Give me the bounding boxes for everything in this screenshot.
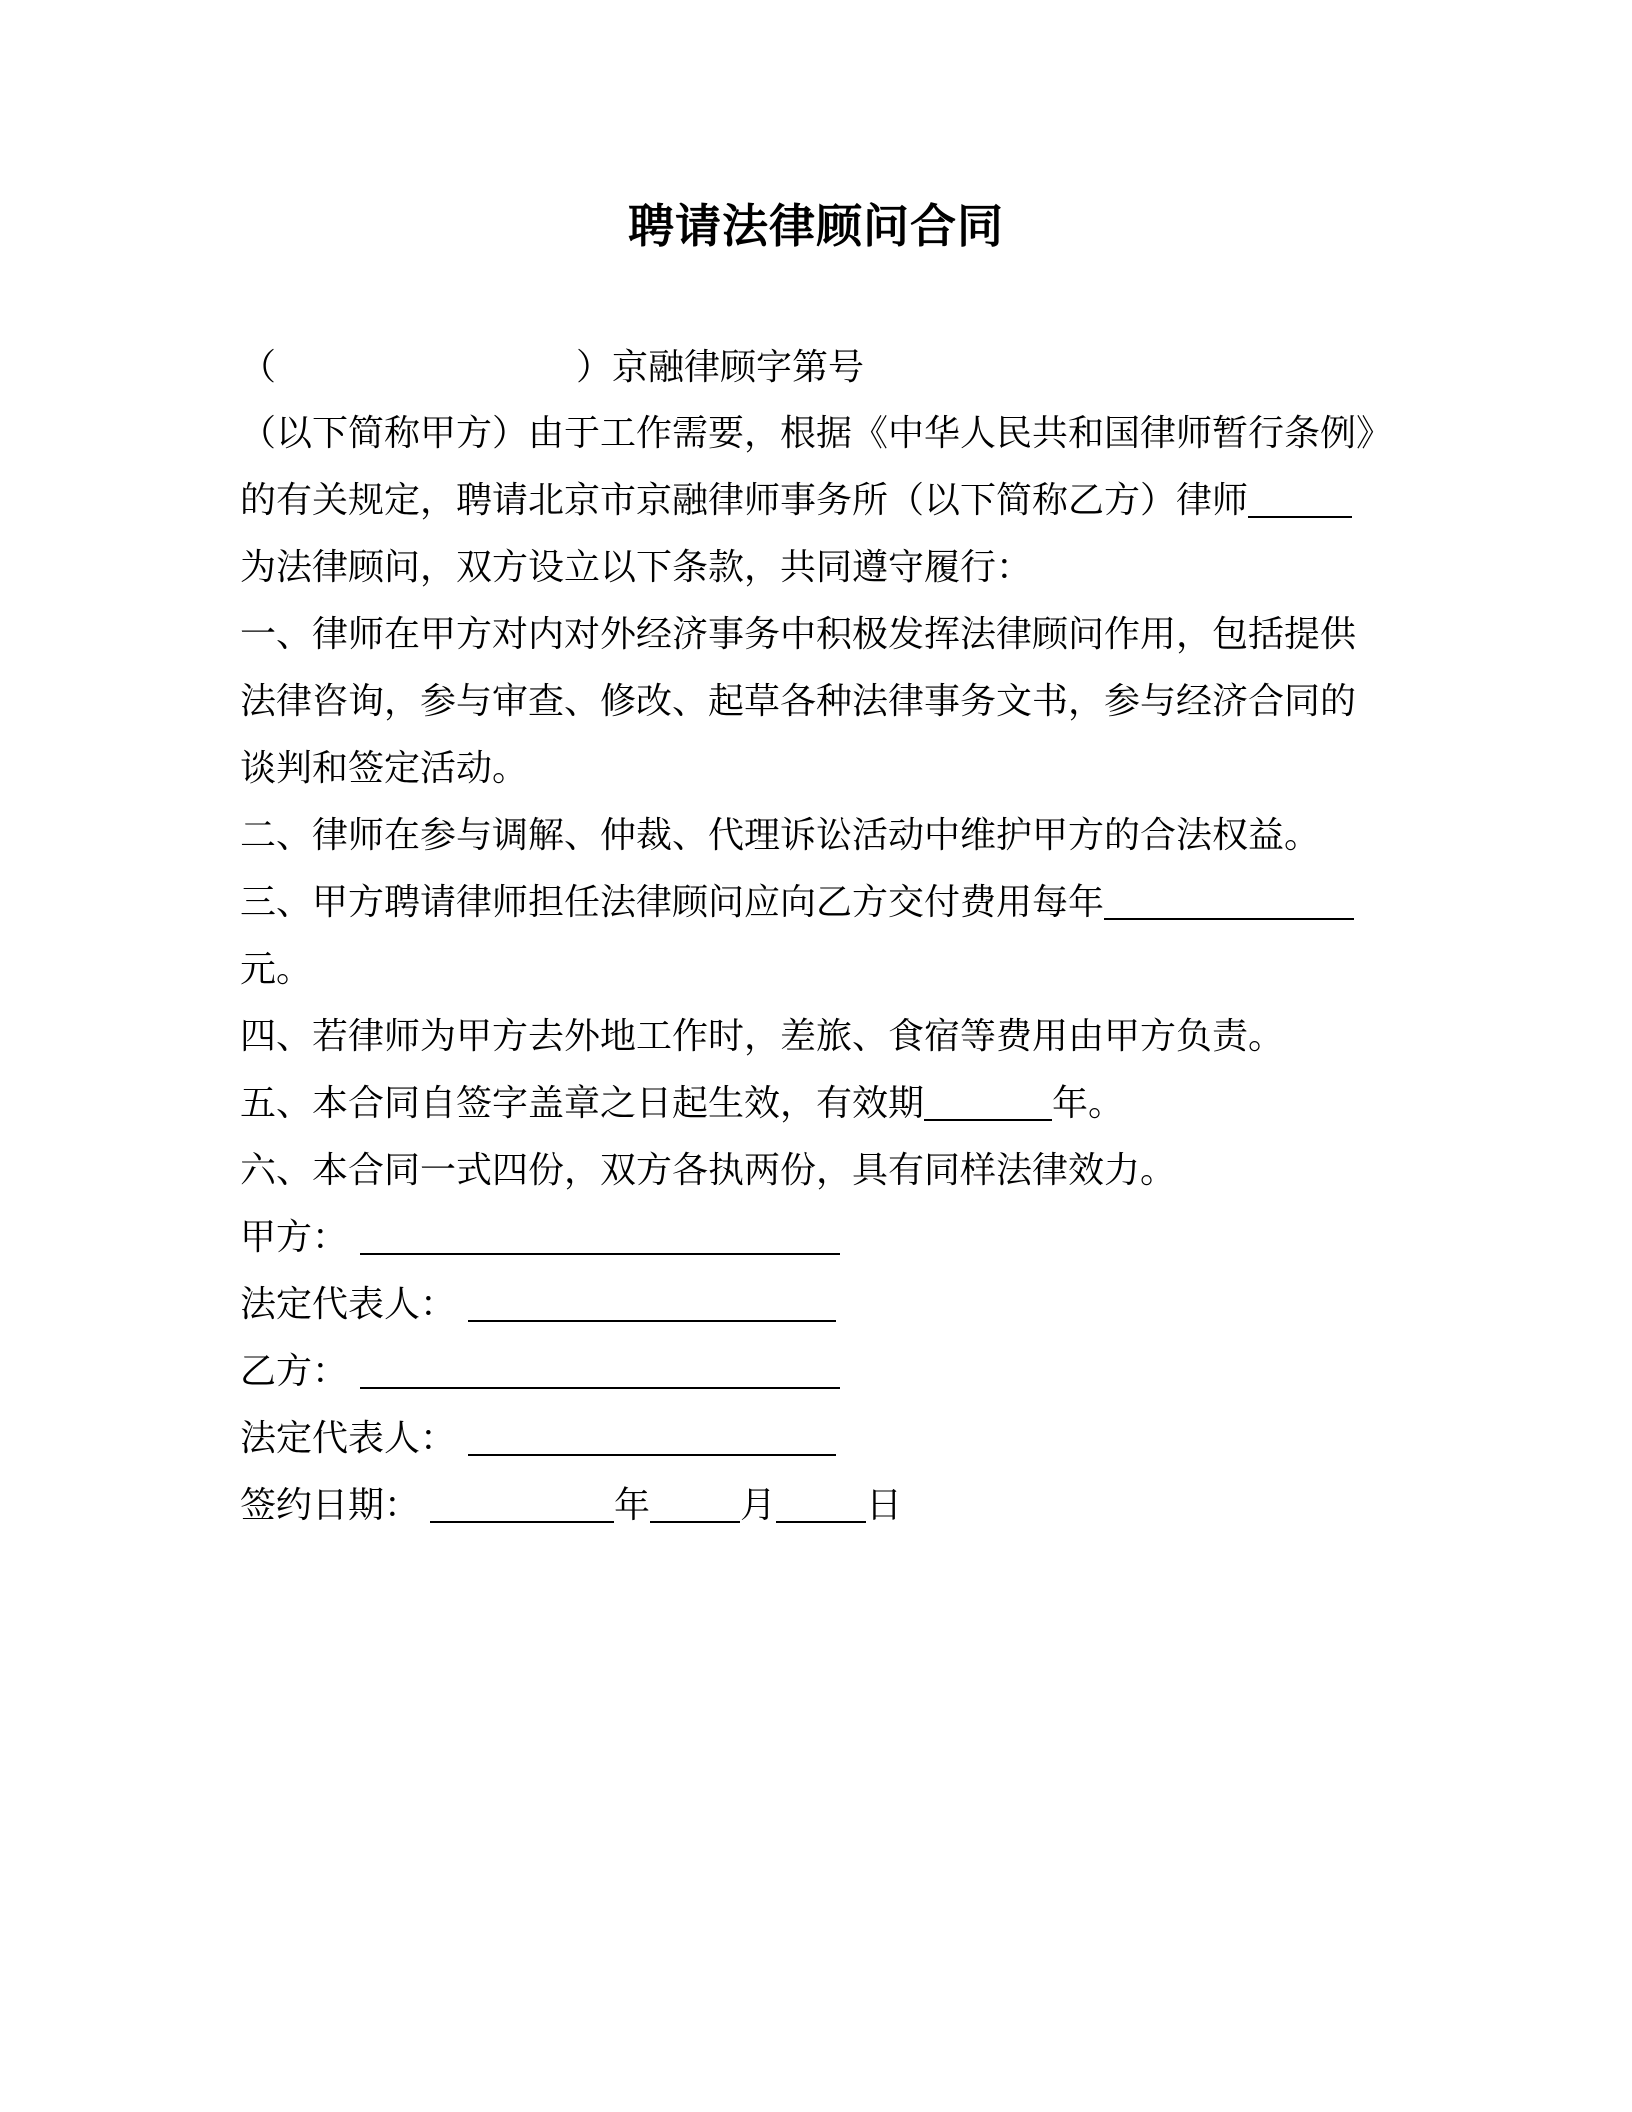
party-a-blank[interactable] [360, 1217, 840, 1255]
body-line-3: 为法律顾问，双方设立以下条款，共同遵守履行： [240, 547, 1033, 588]
clause-3-line-2: 元。 [240, 949, 313, 990]
lawyer-name-blank[interactable] [1248, 480, 1352, 518]
party-b-line [240, 1348, 840, 1396]
clause-2: 二、律师在参与调解、仲裁、代理诉讼活动中维护甲方的合法权益。 [240, 815, 1321, 856]
clause-4: 四、若律师为甲方去外地工作时，差旅、食宿等费用由甲方负责。 [240, 1016, 1285, 1057]
party-a-line [240, 1214, 840, 1262]
rep-a-blank[interactable] [468, 1284, 836, 1322]
year-label: 年 [614, 1485, 651, 1526]
sign-date-line [240, 1482, 902, 1530]
sign-date-label: 签约日期： [240, 1485, 421, 1526]
clause-5-text: 五、本合同自签字盖章之日起生效，有效期 [240, 1083, 925, 1124]
validity-years-blank[interactable] [924, 1083, 1052, 1121]
contract-title: 聘请法律顾问合同 [628, 199, 1004, 253]
annual-fee-blank[interactable] [1104, 882, 1354, 920]
sign-year-blank[interactable] [430, 1485, 614, 1523]
month-label: 月 [740, 1485, 777, 1526]
clause-1-line-2: 法律咨询，参与审查、修改、起草各种法律事务文书，参与经济合同的 [240, 681, 1357, 722]
ref-open-paren: （ [240, 347, 277, 388]
rep-b-blank[interactable] [468, 1418, 836, 1456]
body-line-2 [240, 477, 1352, 525]
party-a-label: 甲方： [240, 1217, 349, 1258]
clause-5 [240, 1080, 1124, 1128]
rep-a-line [240, 1281, 836, 1329]
party-b-blank[interactable] [360, 1351, 840, 1389]
clause-3-text: 三、甲方聘请律师担任法律顾问应向乙方交付费用每年 [240, 882, 1105, 923]
clause-5-suffix: 年。 [1052, 1083, 1125, 1124]
clause-1-line-1: 一、律师在甲方对内对外经济事务中积极发挥法律顾问作用，包括提供 [240, 614, 1357, 655]
rep-b-label: 法定代表人： [240, 1418, 457, 1459]
body-line-2-text: 的有关规定，聘请北京市京融律师事务所（以下简称乙方）律师 [240, 480, 1249, 521]
body-line-1: （以下简称甲方）由于工作需要，根据《中华人民共和国律师暂行条例》 [240, 413, 1393, 454]
reference-number-line [240, 344, 864, 392]
clause-6: 六、本合同一式四份，双方各执两份，具有同样法律效力。 [240, 1150, 1177, 1191]
rep-a-label: 法定代表人： [240, 1284, 457, 1325]
party-b-label: 乙方： [240, 1351, 349, 1392]
ref-number-text: ）京融律顾字第号 [576, 347, 865, 388]
day-label: 日 [866, 1485, 903, 1526]
rep-b-line [240, 1415, 836, 1463]
sign-month-blank[interactable] [650, 1485, 740, 1523]
clause-1-line-3: 谈判和签定活动。 [240, 748, 529, 789]
sign-day-blank[interactable] [776, 1485, 866, 1523]
clause-3-line-1 [240, 879, 1354, 927]
